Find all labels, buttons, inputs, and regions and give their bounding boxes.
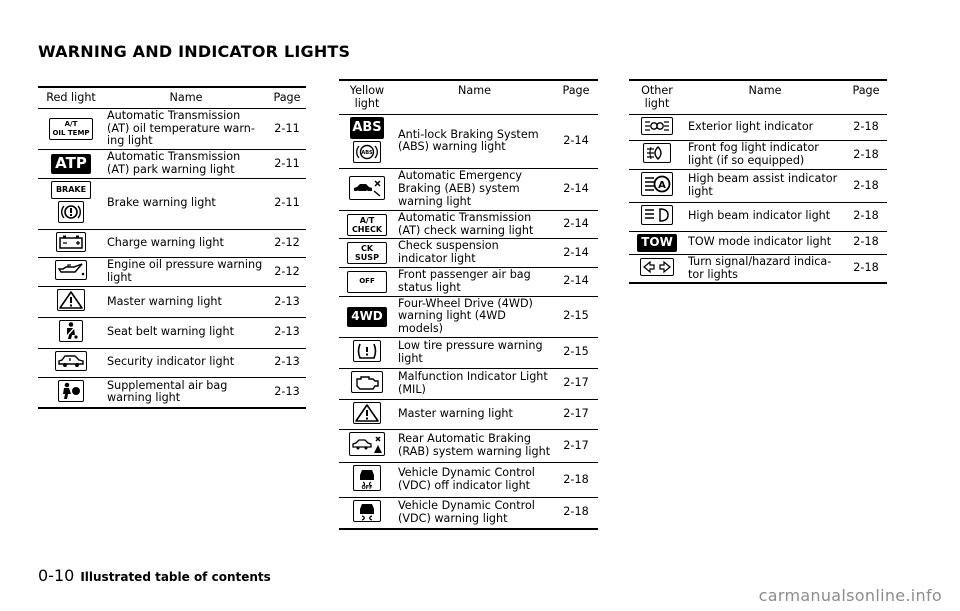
svg-text:ABS: ABS — [361, 149, 373, 156]
page-reference: 2-17 — [554, 368, 598, 399]
passenger-airbag-off-icon: OFF — [347, 271, 387, 293]
light-name: Security indicator light — [104, 348, 268, 377]
light-icons-cell — [38, 317, 104, 348]
vdc-icon — [353, 500, 381, 522]
table-row — [339, 430, 598, 463]
table-row — [339, 296, 598, 337]
light-icons-cell — [339, 296, 395, 337]
engine-check-icon — [351, 371, 383, 393]
at-oil-temp-icon: A/T OIL TEMP — [49, 118, 93, 140]
light-name: Rear Automatic Braking (RAB) system warning light — [395, 430, 554, 463]
light-icons-cell — [38, 258, 104, 287]
light-icons-cell — [339, 210, 395, 239]
light-icons-cell — [339, 337, 395, 368]
table-row — [38, 178, 306, 229]
page-number: 0-10 — [38, 566, 75, 585]
battery-icon — [56, 232, 86, 252]
page-reference: 2-18 — [554, 463, 598, 498]
tire-pressure-icon — [353, 340, 381, 362]
light-icons-cell — [629, 202, 685, 231]
page-reference: 2-18 — [845, 202, 887, 231]
header-name: Name — [748, 84, 782, 97]
light-name: Charge warning light — [104, 229, 268, 258]
table-row — [38, 317, 306, 348]
header-light: Other light — [641, 84, 673, 110]
page-reference: 2-18 — [845, 231, 887, 254]
header-name: Name — [457, 84, 491, 97]
high-beam-assist-icon — [641, 172, 673, 196]
table-row — [38, 229, 306, 258]
watermark: carmanualsonline.info — [758, 586, 942, 605]
table-row — [38, 348, 306, 377]
table-row — [339, 114, 598, 169]
atp-icon: ATP — [51, 154, 91, 174]
light-name: TOW mode indicator light — [685, 231, 845, 254]
light-name: Brake warning light — [104, 178, 268, 229]
table-row — [339, 368, 598, 399]
table-row — [339, 239, 598, 268]
table-row — [38, 108, 306, 149]
brake-text-icon: BRAKE — [51, 181, 91, 199]
table-row — [629, 114, 887, 141]
light-icons-cell — [339, 368, 395, 399]
light-icons-cell — [339, 267, 395, 296]
table-row — [339, 169, 598, 210]
light-name: Vehicle Dynamic Control (VDC) warning light — [395, 497, 554, 528]
table-row — [339, 463, 598, 498]
seat-belt-icon — [59, 320, 83, 342]
light-icons-cell — [38, 150, 104, 179]
page-reference: 2-18 — [845, 254, 887, 283]
brake-circle-icon — [58, 201, 84, 223]
page-reference: 2-14 — [554, 267, 598, 296]
high-beam-icon — [641, 205, 673, 225]
light-name: Automatic Transmission (AT) park warning light — [104, 150, 268, 179]
page-reference: 2-11 — [268, 178, 306, 229]
table-row — [629, 170, 887, 203]
light-icons-cell — [38, 377, 104, 408]
light-icons-cell — [38, 348, 104, 377]
light-name: Front fog light indicator light (if so equipped) — [685, 141, 845, 170]
light-name: Automatic Emergency Braking (AEB) system warning light — [395, 169, 554, 210]
page-reference: 2-18 — [554, 497, 598, 528]
page-reference: 2-14 — [554, 114, 598, 169]
table-row — [339, 497, 598, 528]
other-light-table — [629, 79, 887, 284]
light-icons-cell — [38, 178, 104, 229]
page-reference: 2-15 — [554, 296, 598, 337]
light-icons-cell — [629, 254, 685, 283]
light-name: Engine oil pressure warning light — [104, 258, 268, 287]
light-icons-cell — [339, 430, 395, 463]
exterior-light-icon — [641, 117, 673, 135]
light-icons-cell — [629, 114, 685, 141]
light-name: Malfunction Indicator Light (MIL) — [395, 368, 554, 399]
table-row — [339, 399, 598, 430]
page-reference: 2-17 — [554, 399, 598, 430]
page-reference: 2-13 — [268, 348, 306, 377]
light-name: Check suspension indicator light — [395, 239, 554, 268]
light-icons-cell — [629, 141, 685, 170]
table-row — [339, 210, 598, 239]
light-name: Exterior light indicator — [685, 114, 845, 141]
svg-text:A: A — [658, 180, 666, 192]
page-reference: 2-12 — [268, 229, 306, 258]
light-icons-cell — [629, 231, 685, 254]
aeb-icon — [349, 176, 385, 200]
car-security-icon — [55, 351, 87, 371]
light-name: Front passenger air bag status light — [395, 267, 554, 296]
page-reference: 2-17 — [554, 430, 598, 463]
table-row — [339, 267, 598, 296]
header-name: Name — [169, 91, 203, 104]
page-title: WARNING AND INDICATOR LIGHTS — [38, 42, 351, 61]
yellow-light-table — [339, 79, 598, 530]
light-name: Master warning light — [395, 399, 554, 430]
light-icons-cell — [339, 399, 395, 430]
red-light-table — [38, 86, 306, 409]
table-row — [339, 337, 598, 368]
page-reference: 2-15 — [554, 337, 598, 368]
light-name: Master warning light — [104, 287, 268, 318]
at-check-icon: A/T CHECK — [347, 214, 387, 236]
page-footer — [38, 566, 271, 585]
warning-triangle-icon — [353, 402, 381, 424]
light-icons-cell — [339, 497, 395, 528]
abs-circle-icon — [353, 141, 381, 163]
table-row — [629, 141, 887, 170]
table-row — [38, 258, 306, 287]
header-page: Page — [852, 84, 880, 97]
light-icons-cell — [339, 463, 395, 498]
rab-icon — [349, 432, 385, 456]
page-reference: 2-18 — [845, 114, 887, 141]
airbag-icon — [58, 380, 84, 402]
table-row — [38, 287, 306, 318]
turn-signal-icon — [640, 258, 674, 276]
light-name: Low tire pressure warning light — [395, 337, 554, 368]
abs-text-icon: ABS — [350, 117, 384, 139]
warning-triangle-icon — [57, 289, 85, 311]
4wd-icon: 4WD — [347, 307, 387, 327]
page-reference: 2-13 — [268, 287, 306, 318]
oil-can-icon — [55, 260, 87, 280]
page-reference: 2-14 — [554, 169, 598, 210]
light-name: Automatic Transmission (AT) oil temperature warn-ing light — [104, 108, 268, 149]
page-reference: 2-14 — [554, 239, 598, 268]
page-reference: 2-13 — [268, 317, 306, 348]
page-reference: 2-18 — [845, 141, 887, 170]
header-light: Red light — [46, 91, 96, 104]
table-row — [38, 150, 306, 179]
page-reference: 2-11 — [268, 108, 306, 149]
header-page: Page — [273, 91, 301, 104]
light-icons-cell — [38, 287, 104, 318]
light-name: High beam indicator light — [685, 202, 845, 231]
page-reference: 2-13 — [268, 377, 306, 408]
table-row — [629, 254, 887, 283]
light-name: Supplemental air bag warning light — [104, 377, 268, 408]
light-icons-cell — [339, 114, 395, 169]
page-reference: 2-12 — [268, 258, 306, 287]
table-row — [629, 231, 887, 254]
ck-susp-icon: CK SUSP — [347, 242, 387, 264]
header-page: Page — [562, 84, 590, 97]
svg-text:OFF: OFF — [361, 485, 373, 491]
light-icons-cell — [629, 170, 685, 203]
section-title: Illustrated table of contents — [80, 570, 271, 584]
page-reference: 2-11 — [268, 150, 306, 179]
page-reference: 2-14 — [554, 210, 598, 239]
light-name: Turn signal/hazard indica-tor lights — [685, 254, 845, 283]
vdc-off-icon — [353, 465, 381, 491]
table-row — [38, 377, 306, 408]
light-name: Automatic Transmission (AT) check warning light — [395, 210, 554, 239]
light-name: High beam assist indicator light — [685, 170, 845, 203]
light-name: Seat belt warning light — [104, 317, 268, 348]
light-icons-cell — [339, 169, 395, 210]
page-reference: 2-18 — [845, 170, 887, 203]
light-icons-cell — [38, 108, 104, 149]
light-name: Four-Wheel Drive (4WD) warning light (4WD models) — [395, 296, 554, 337]
light-name: Vehicle Dynamic Control (VDC) off indicator light — [395, 463, 554, 498]
table-row — [629, 202, 887, 231]
header-light: Yellow light — [349, 84, 385, 110]
light-icons-cell — [38, 229, 104, 258]
light-name: Anti-lock Braking System (ABS) warning light — [395, 114, 554, 169]
front-fog-light-icon — [643, 143, 671, 163]
tow-icon: TOW — [637, 234, 677, 252]
light-icons-cell — [339, 239, 395, 268]
